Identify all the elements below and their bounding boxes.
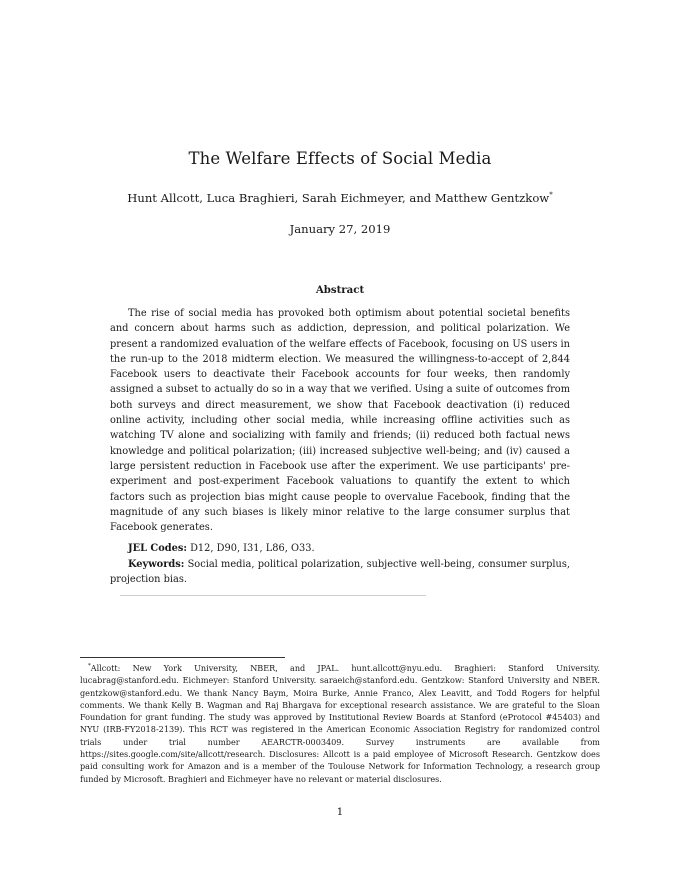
author-footnote-mark: * <box>549 191 553 199</box>
keywords-line <box>110 557 570 588</box>
page-number: 1 <box>336 806 344 818</box>
jel-codes: D12, D90, I31, L86, O33. <box>190 543 315 554</box>
footnote-mark: * <box>88 663 91 669</box>
abstract-heading: Abstract <box>315 284 365 296</box>
jel-codes-line <box>110 541 570 556</box>
section-divider <box>120 595 426 596</box>
abstract-text: The rise of social media has provoked both optimism about potential societal benefits and concern about harms such as addiction, depression, and political polarization. We present a randomized evaluation of the welfare effects of Facebook, focusing on US users in the run-up to the 2018 midterm election. We measured the willingness-to-accept of 2,844 Facebook users to deactivate their Facebook accounts for four weeks, then randomly assigned a subset to actually do so in a way that we verified. Using a suite of outcomes from both surveys and direct measurement, we show that Facebook deactivation (i) reduced online activity, including other social media, while increasing offline activities such as watching TV alone and socializing with family and friends; (ii) reduced both factual news knowledge and political polarization; (iii) increased subjective well-being; and (iv) caused a large persistent reduction in Facebook use after the experiment. We use participants' pre-experiment and post-experiment Facebook valuations to quantify the extent to which factors such as projection bias might cause people to overvalue Facebook, finding that the magnitude of any such biases is likely minor relative to the large consumer surplus that Facebook generates. <box>110 308 570 534</box>
paper-title: The Welfare Effects of Social Media <box>188 149 492 168</box>
keywords-label: Keywords: <box>128 559 185 570</box>
author-footnote <box>80 660 600 785</box>
footnote-text: Allcott: New York University, NBER, and JPAL. hunt.allcott@nyu.edu. Braghieri: Stanford University. lucabrag@stanford.edu. Eichmeyer: Stanford University. saraeich@stanford.edu. Gentzkow: Stanford University and NBER. gentzkow@stanford.edu. We thank Nancy Baym, Moira Burke, Annie Franco, Alex Leavitt, and Todd Rogers for helpful comments. We thank Kelly B. Wagman and Raj Bhargava for exceptional research assistance. We are grateful to the Sloan Foundation for grant funding. The study was approved by Institutional Review Boards at Stanford (eProtocol #45403) and NYU (IRB-FY2018-2139). This RCT was registered in the American Economic Association Registry for randomized control trials under trial number AEARCTR-0003409. Survey instruments are available from https://sites.google.com/site/allcott/research. Disclosures: Allcott is a paid employee of Microsoft Research. Gentzkow does paid consulting work for Amazon and is a member of the Toulouse Network for Information Technology, a research group funded by Microsoft. Braghieri and Eichmeyer have no relevant or material disclosures. <box>80 663 600 784</box>
footnote-rule <box>80 657 285 658</box>
jel-label: JEL Codes: <box>128 543 187 554</box>
keywords-text: Social media, political polarization, subjective well-being, consumer surplus, projection bias. <box>110 559 570 586</box>
author-list <box>0 191 680 205</box>
author-names: Hunt Allcott, Luca Braghieri, Sarah Eichmeyer, and Matthew Gentzkow <box>127 191 550 205</box>
paper-date: January 27, 2019 <box>289 222 391 236</box>
